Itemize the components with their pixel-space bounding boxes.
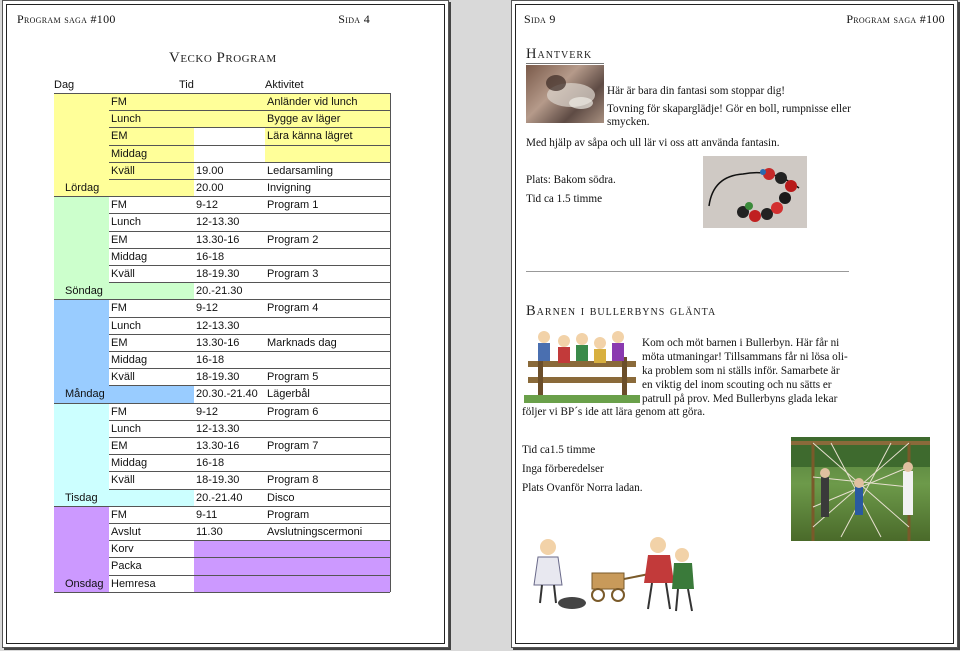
schedule-activity-cell: Lägerbål bbox=[267, 388, 310, 401]
schedule-time-cell: 13.30-16 bbox=[196, 233, 240, 246]
schedule-activity-cell: Program 5 bbox=[267, 371, 319, 384]
schedule-activity-cell: Avslutningscermoni bbox=[267, 526, 363, 538]
rope-course-image bbox=[791, 437, 930, 541]
section-underline bbox=[526, 63, 604, 64]
bullerbyn-line-1: Kom och möt barnen i Bullerbyn. Här får ni bbox=[642, 337, 840, 349]
schedule-slot-cell: Hemresa bbox=[111, 577, 156, 590]
grid-line bbox=[109, 282, 390, 283]
schedule-time-cell: 16-18 bbox=[196, 354, 225, 366]
grid-line bbox=[109, 437, 390, 438]
grid-line bbox=[54, 196, 390, 197]
schedule-slot-cell: FM bbox=[111, 405, 127, 418]
schedule-activity-cell: Disco bbox=[267, 491, 295, 504]
grid-line bbox=[109, 368, 390, 369]
day-label-lordag: Lördag bbox=[65, 182, 100, 194]
schedule-slot-cell: EM bbox=[111, 233, 128, 246]
grid-line bbox=[109, 317, 390, 318]
bullerbyn-line-5: patrull på prov. Med Bullerbyns glada lekar bbox=[642, 393, 838, 405]
grid-line bbox=[109, 265, 390, 266]
schedule-time-cell: 18-19.30 bbox=[196, 474, 240, 487]
header-aktivitet: Aktivitet bbox=[265, 79, 304, 91]
grid-line bbox=[109, 351, 390, 352]
schedule-slot-cell: FM bbox=[111, 302, 127, 315]
schedule-slot-cell: Kväll bbox=[111, 474, 135, 487]
grid-line bbox=[109, 334, 390, 335]
day-label-onsdag: Onsdag bbox=[65, 577, 104, 590]
grid-line bbox=[54, 592, 390, 593]
schedule-time-cell: 9-11 bbox=[196, 508, 218, 521]
schedule-activity-cell: Bygge av läger bbox=[267, 113, 341, 126]
felting-photo-image bbox=[526, 65, 604, 123]
schedule-slot-cell: Lunch bbox=[111, 216, 141, 229]
schedule-slot-cell: EM bbox=[111, 130, 128, 143]
hantverk-line-4: Med hjälp av såpa och ull lär vi oss att använda fantasin. bbox=[526, 137, 780, 149]
grid-line bbox=[109, 575, 390, 576]
bullerbyn-line-2: möta utmaningar! Tillsammans får ni lösa oli- bbox=[642, 351, 848, 363]
schedule-slot-cell: Kväll bbox=[111, 371, 135, 384]
right-header-page-number: Sida 9 bbox=[524, 12, 556, 26]
bullerbyn-time: Tid ca1.5 timme bbox=[522, 444, 596, 456]
grid-line bbox=[109, 420, 390, 421]
white-cell bbox=[109, 196, 390, 282]
schedule-time-cell: 20.30.-21.40 bbox=[196, 388, 258, 401]
left-header-page-number: Sida 4 bbox=[338, 12, 370, 26]
grid-line bbox=[109, 471, 390, 472]
grid-line bbox=[109, 127, 390, 128]
schedule-slot-cell: Packa bbox=[111, 560, 142, 573]
hantverk-line-1: Här är bara din fantasi som stoppar dig! bbox=[607, 85, 786, 97]
schedule-activity-cell: Anländer vid lunch bbox=[267, 96, 358, 108]
schedule-activity-cell: Program 1 bbox=[267, 199, 319, 212]
hantverk-line-2: Tovning för skaparglädje! Gör en boll, rumpnisse eller bbox=[607, 103, 851, 115]
schedule-time-cell: 9-12 bbox=[196, 199, 219, 212]
bullerbyn-line-4: en viktig del inom scouting och nu sätts er bbox=[642, 379, 832, 391]
left-page bbox=[2, 0, 449, 648]
schedule-slot-cell: Middag bbox=[111, 457, 148, 470]
schedule-time-cell: 16-18 bbox=[196, 250, 225, 263]
schedule-slot-cell: Kväll bbox=[111, 268, 135, 280]
grid-line bbox=[109, 179, 390, 180]
schedule-activity-cell: Lära känna lägret bbox=[267, 130, 353, 143]
schedule-time-cell: 9-12 bbox=[196, 405, 219, 418]
schedule-activity-cell: Program 2 bbox=[267, 233, 319, 246]
felt-necklace-photo bbox=[703, 156, 807, 228]
white-cell bbox=[109, 403, 390, 489]
schedule-activity-cell: Program 4 bbox=[267, 302, 319, 315]
schedule-slot-cell: Middag bbox=[111, 250, 148, 263]
schedule-slot-cell: Korv bbox=[111, 543, 134, 556]
section-title-hantverk: Hantverk bbox=[526, 46, 593, 62]
schedule-time-cell: 12-13.30 bbox=[196, 422, 240, 435]
felting-photo bbox=[526, 65, 604, 123]
grid-line bbox=[109, 557, 390, 558]
grid-line bbox=[390, 93, 391, 592]
grid-line bbox=[54, 403, 390, 404]
schedule-time-cell: 12-13.30 bbox=[196, 216, 240, 229]
schedule-slot-cell: FM bbox=[111, 199, 127, 212]
schedule-slot-cell: Middag bbox=[111, 354, 148, 366]
schedule-activity-cell: Program 8 bbox=[267, 474, 319, 487]
grid-line bbox=[109, 248, 390, 249]
bullerbyn-prep: Inga förberedelser bbox=[522, 463, 604, 475]
schedule-time-cell: 13.30-16 bbox=[196, 440, 240, 452]
grid-line bbox=[109, 489, 390, 490]
schedule-time-cell: 20.-21.40 bbox=[196, 491, 243, 504]
schedule-slot-cell: EM bbox=[111, 336, 128, 349]
bullerbyn-place: Plats Ovanför Norra ladan. bbox=[522, 482, 643, 494]
felt-necklace-image bbox=[703, 156, 807, 228]
bullerbyn-line-3: ka problem som ni ställs inför. Samarbete är bbox=[642, 365, 840, 377]
children-cart-illustration bbox=[530, 533, 700, 619]
schedule-slot-cell: FM bbox=[111, 96, 127, 108]
schedule-time-cell: 19.00 bbox=[196, 164, 224, 177]
schedule-time-cell: 18-19.30 bbox=[196, 371, 240, 384]
grid-line bbox=[54, 506, 390, 507]
schedule-slot-cell: Lunch bbox=[111, 113, 141, 126]
children-on-fence-image bbox=[524, 321, 640, 403]
schedule-time-cell: 13.30-16 bbox=[196, 336, 240, 349]
grid-line bbox=[109, 145, 390, 146]
schedule-activity-cell: Program 7 bbox=[267, 440, 319, 452]
bullerbyn-children-illustration bbox=[524, 321, 640, 403]
schedule-activity-cell: Invigning bbox=[267, 182, 312, 194]
left-header-title: Program saga #100 bbox=[17, 12, 116, 26]
schedule-activity-cell: Ledarsamling bbox=[267, 164, 334, 177]
right-header-title: Program saga #100 bbox=[846, 12, 945, 26]
schedule-time-cell: 12-13.30 bbox=[196, 319, 240, 332]
day-label-mandag: Måndag bbox=[65, 388, 105, 401]
section-title-bullerbyn: Barnen i bullerbyns glänta bbox=[526, 303, 717, 319]
schedule-activity-cell: Program 6 bbox=[267, 405, 319, 418]
day-label-tisdag: Tisdag bbox=[65, 491, 98, 504]
schedule-slot-cell: Lunch bbox=[111, 422, 141, 435]
grid-line bbox=[109, 110, 390, 111]
grid-line bbox=[109, 385, 390, 386]
schedule-time-cell: 11.30 bbox=[196, 526, 223, 538]
schedule-time-cell: 20.-21.30 bbox=[196, 285, 243, 298]
schedule-time-cell: 9-12 bbox=[196, 302, 219, 315]
grid-line bbox=[54, 93, 390, 94]
schedule-activity-cell: Program bbox=[267, 508, 310, 521]
hantverk-time: Tid ca 1.5 timme bbox=[526, 193, 603, 205]
grid-line bbox=[109, 540, 390, 541]
rope-course-photo bbox=[791, 437, 930, 541]
right-page bbox=[511, 0, 958, 648]
header-dag: Dag bbox=[54, 79, 75, 91]
grid-line bbox=[109, 523, 390, 524]
hantverk-place: Plats: Bakom södra. bbox=[526, 174, 616, 186]
section-divider bbox=[526, 271, 849, 272]
header-tid: Tid bbox=[179, 79, 194, 91]
schedule-slot-cell: FM bbox=[111, 508, 127, 521]
grid-line bbox=[109, 213, 390, 214]
schedule-time-cell: 18-19.30 bbox=[196, 268, 240, 280]
schedule-activity-cell: Marknads dag bbox=[267, 336, 337, 349]
grid-line bbox=[109, 454, 390, 455]
schedule-table bbox=[3, 1, 450, 649]
schedule-time-cell: 20.00 bbox=[196, 182, 224, 194]
white-cell bbox=[109, 299, 390, 385]
children-pulling-cart-image bbox=[530, 533, 700, 619]
schedule-slot-cell: Avslut bbox=[111, 526, 141, 538]
hantverk-line-3: smycken. bbox=[607, 116, 650, 128]
grid-line bbox=[109, 162, 390, 163]
schedule-slot-cell: Lunch bbox=[111, 319, 141, 332]
schedule-slot-cell: Middag bbox=[111, 147, 148, 160]
grid-line bbox=[109, 231, 390, 232]
schedule-slot-cell: Kväll bbox=[111, 164, 135, 177]
schedule-slot-cell: EM bbox=[111, 440, 128, 452]
page-title: Vecko Program bbox=[169, 50, 277, 66]
schedule-time-cell: 16-18 bbox=[196, 457, 225, 470]
schedule-activity-cell: Program 3 bbox=[267, 268, 319, 280]
bullerbyn-line-6: följer vi BP´s ide att lära genom att göra. bbox=[522, 406, 705, 418]
grid-line bbox=[54, 299, 390, 300]
day-label-sondag: Söndag bbox=[65, 285, 103, 298]
